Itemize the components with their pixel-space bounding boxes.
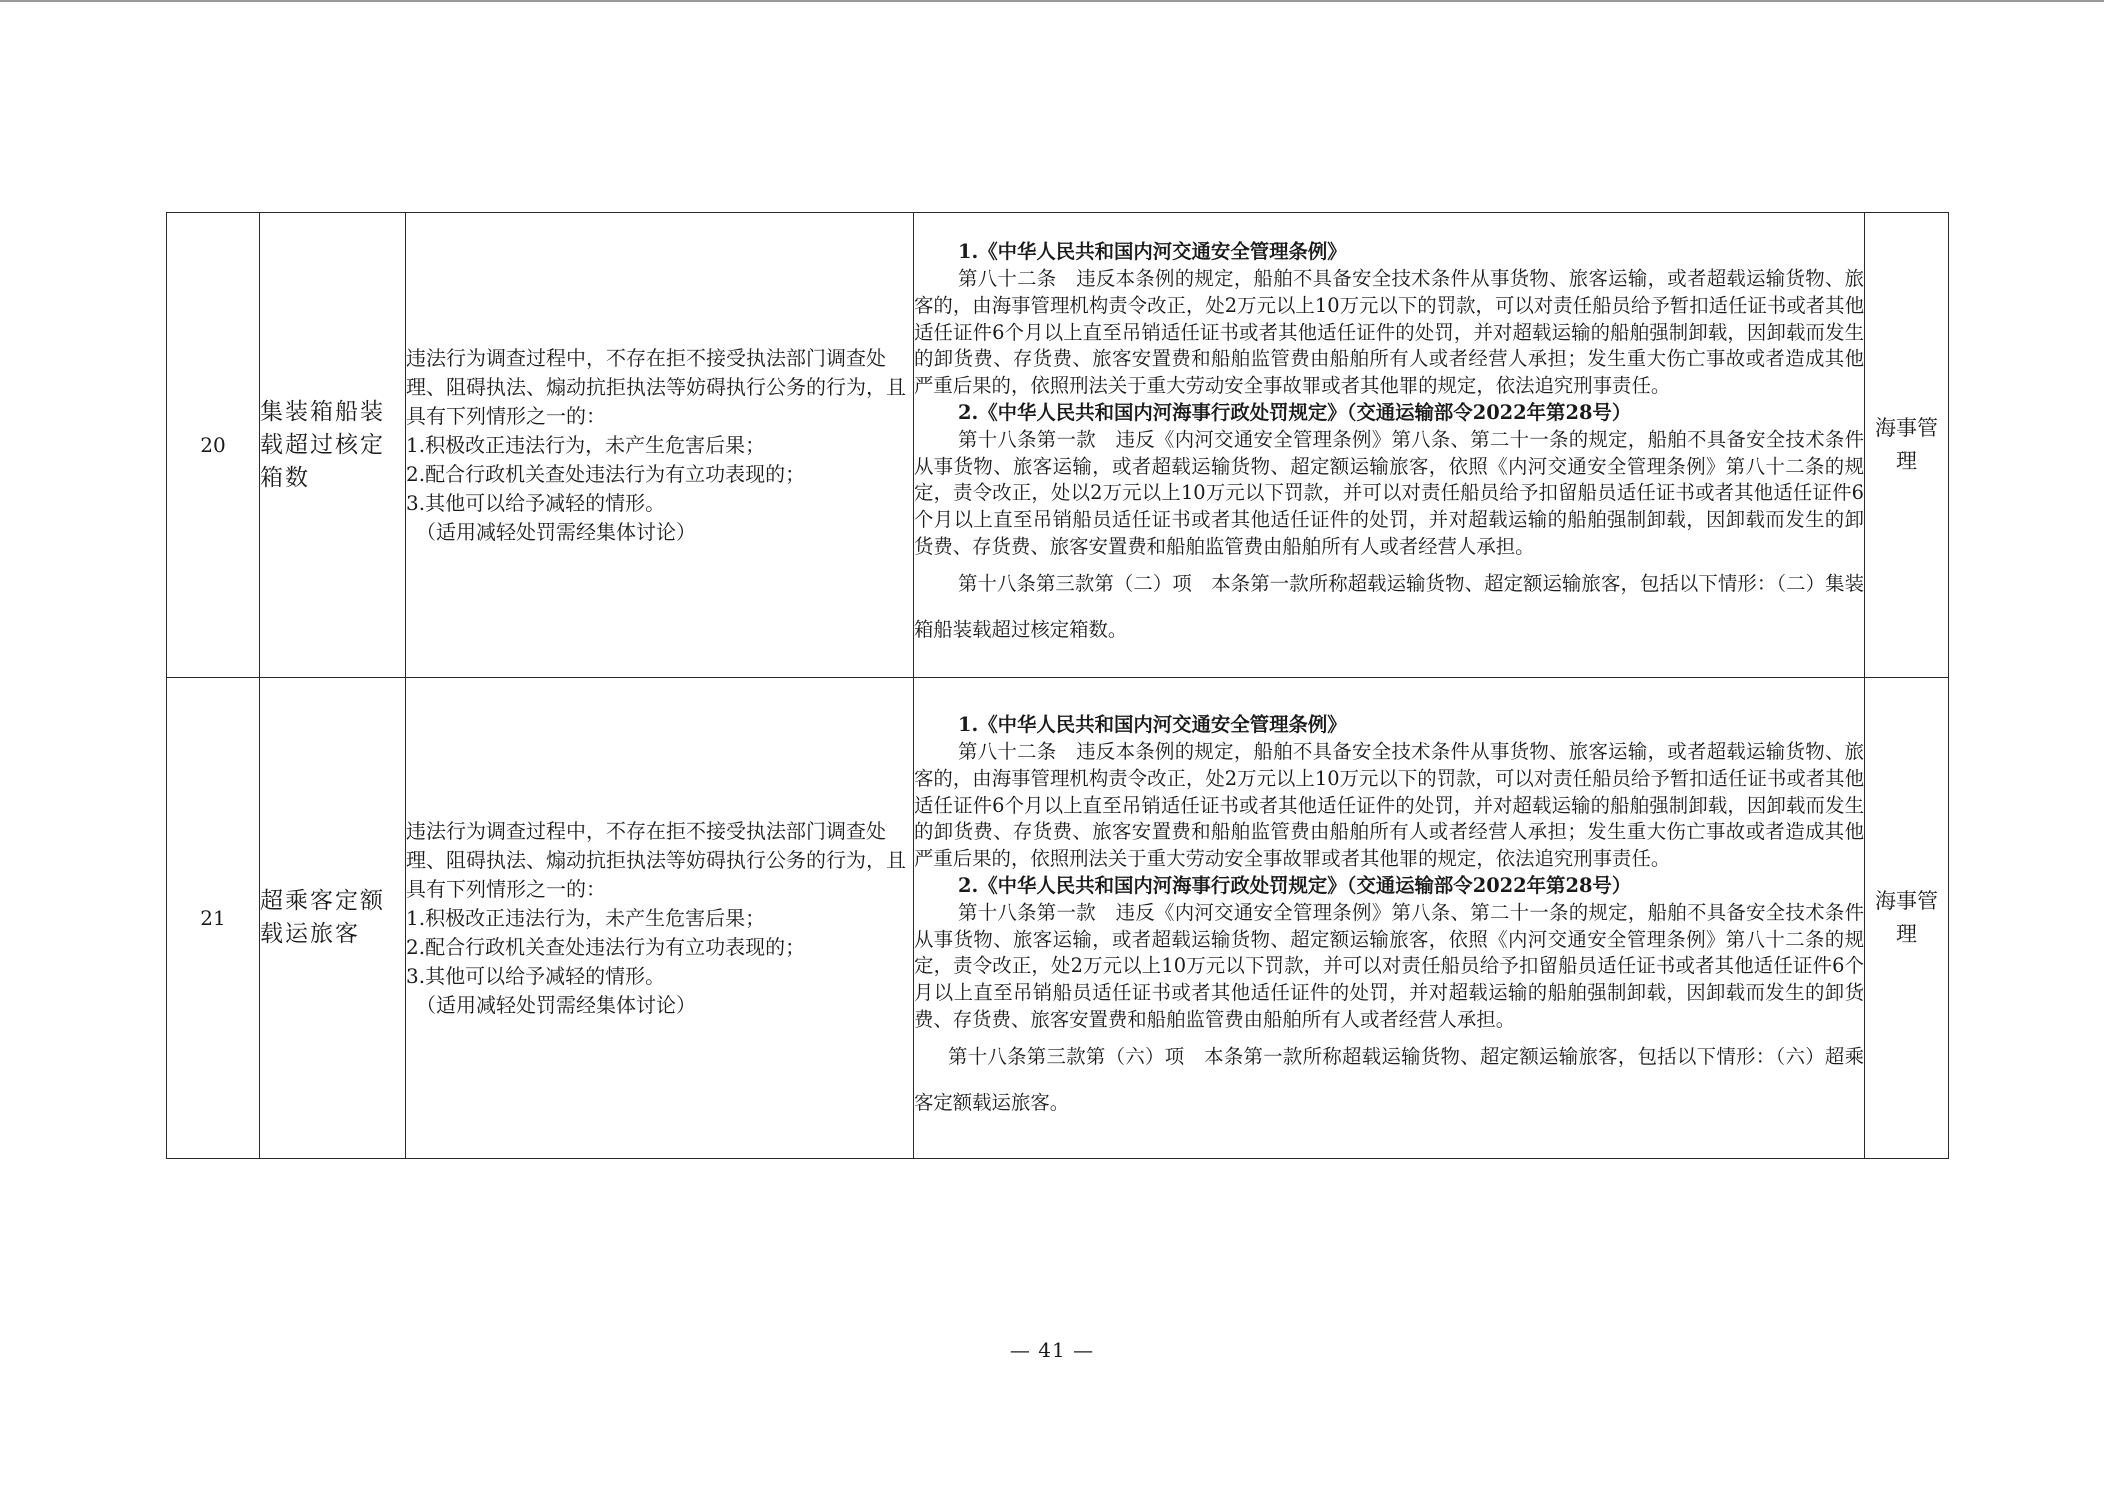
department: 海事管理 (1865, 213, 1949, 678)
penalty-table (166, 212, 1949, 1159)
condition-intro: 违法行为调查过程中，不存在拒不接受执法部门调查处理、阻碍执法、煽动抗拒执法等妨碍执行公务的行为，且具有下列情形之一的： (406, 345, 906, 428)
table-row (167, 213, 1949, 678)
condition-item: 2.配合行政机关查处违法行为有立功表现的； (406, 461, 806, 486)
law-title: 1.《中华人民共和国内河交通安全管理条例》 (958, 713, 1347, 737)
condition-item: 3.其他可以给予减轻的情形。 (406, 963, 666, 988)
page-number: — 41 — (1009, 1338, 1095, 1362)
condition-item: 2.配合行政机关查处违法行为有立功表现的； (406, 934, 806, 959)
condition-item: 1.积极改正违法行为，未产生危害后果； (406, 905, 766, 930)
condition-note: （适用减轻处罚需经集体讨论） (416, 992, 696, 1017)
row-number: 20 (167, 213, 260, 678)
department: 海事管理 (1865, 678, 1949, 1159)
mitigation-conditions (406, 678, 914, 1159)
law-title: 2.《中华人民共和国内河海事行政处罚规定》（交通运输部令2022年第28号） (958, 401, 1632, 424)
condition-intro: 违法行为调查过程中，不存在拒不接受执法部门调查处理、阻碍执法、煽动抗拒执法等妨碍执行公务的行为，且具有下列情形之一的： (406, 818, 906, 901)
page-top-rule (0, 0, 2104, 2)
condition-note: （适用减轻处罚需经集体讨论） (416, 519, 696, 544)
law-article: 第十八条第三款第（二）项 本条第一款所称超载运输货物、超定额运输旅客，包括以下情形：（二）集装箱船装载超过核定箱数。 (914, 571, 1864, 641)
violation-item: 超乘客定额载运旅客 (260, 678, 406, 1159)
mitigation-conditions (406, 213, 914, 678)
legal-basis (914, 213, 1865, 678)
law-article: 第十八条第一款 违反《内河交通安全管理条例》第八条、第二十一条的规定，船舶不具备安全技术条件从事货物、旅客运输，或者超载运输货物、超定额运输旅客，依照《内河交通安全管理条例》第八十二条的规定，责令改正，处以2万元以上10万元以下罚款，并可以对责任船员给予扣留船员适任证书或者其他适任证件6个月以上直至吊销船员适任证书或者其他适任证件的处罚，并对超载运输的船舶强制卸载，因卸载而发生的卸货费、存货费、旅客安置费和船舶监管费由船舶所有人或者经营人承担。 (914, 427, 1864, 558)
condition-item: 1.积极改正违法行为，未产生危害后果； (406, 432, 766, 457)
row-number: 21 (167, 678, 260, 1159)
law-title: 1.《中华人民共和国内河交通安全管理条例》 (958, 240, 1347, 264)
law-article: 第八十二条 违反本条例的规定，船舶不具备安全技术条件从事货物、旅客运输，或者超载运输货物、旅客的，由海事管理机构责令改正，处2万元以上10万元以下的罚款，可以对责任船员给予暂扣适任证书或者其他适任证件6个月以上直至吊销适任证书或者其他适任证件的处罚，并对超载运输的船舶强制卸载，因卸载而发生的卸货费、存货费、旅客安置费和船舶监管费由船舶所有人或者经营人承担；发生重大伤亡事故或者造成其他严重后果的，依照刑法关于重大劳动安全事故罪或者其他罪的规定，依法追究刑事责任。 (914, 740, 1864, 871)
table-row (167, 678, 1949, 1159)
law-article: 第十八条第三款第（六）项 本条第一款所称超载运输货物、超定额运输旅客，包括以下情形：（六）超乘客定额载运旅客。 (914, 1044, 1864, 1114)
legal-basis (914, 678, 1865, 1159)
law-article: 第八十二条 违反本条例的规定，船舶不具备安全技术条件从事货物、旅客运输，或者超载运输货物、旅客的，由海事管理机构责令改正，处2万元以上10万元以下的罚款，可以对责任船员给予暂扣适任证书或者其他适任证件6个月以上直至吊销适任证书或者其他适任证件的处罚，并对超载运输的船舶强制卸载，因卸载而发生的卸货费、存货费、旅客安置费和船舶监管费由船舶所有人或者经营人承担；发生重大伤亡事故或者造成其他严重后果的，依照刑法关于重大劳动安全事故罪或者其他罪的规定，依法追究刑事责任。 (914, 267, 1864, 398)
condition-item: 3.其他可以给予减轻的情形。 (406, 490, 666, 515)
law-title: 2.《中华人民共和国内河海事行政处罚规定》（交通运输部令2022年第28号） (958, 874, 1632, 897)
violation-item: 集装箱船装载超过核定箱数 (260, 213, 406, 678)
law-article: 第十八条第一款 违反《内河交通安全管理条例》第八条、第二十一条的规定，船舶不具备安全技术条件从事货物、旅客运输，或者超载运输货物、超定额运输旅客，依照《内河交通安全管理条例》第八十二条的规定，责令改正，处2万元以上10万元以下罚款，并可以对责任船员给予扣留船员适任证书或者其他适任证件6个月以上直至吊销船员适任证书或者其他适任证件的处罚，并对超载运输的船舶强制卸载，因卸载而发生的卸货费、存货费、旅客安置费和船舶监管费由船舶所有人或者经营人承担。 (914, 900, 1864, 1031)
